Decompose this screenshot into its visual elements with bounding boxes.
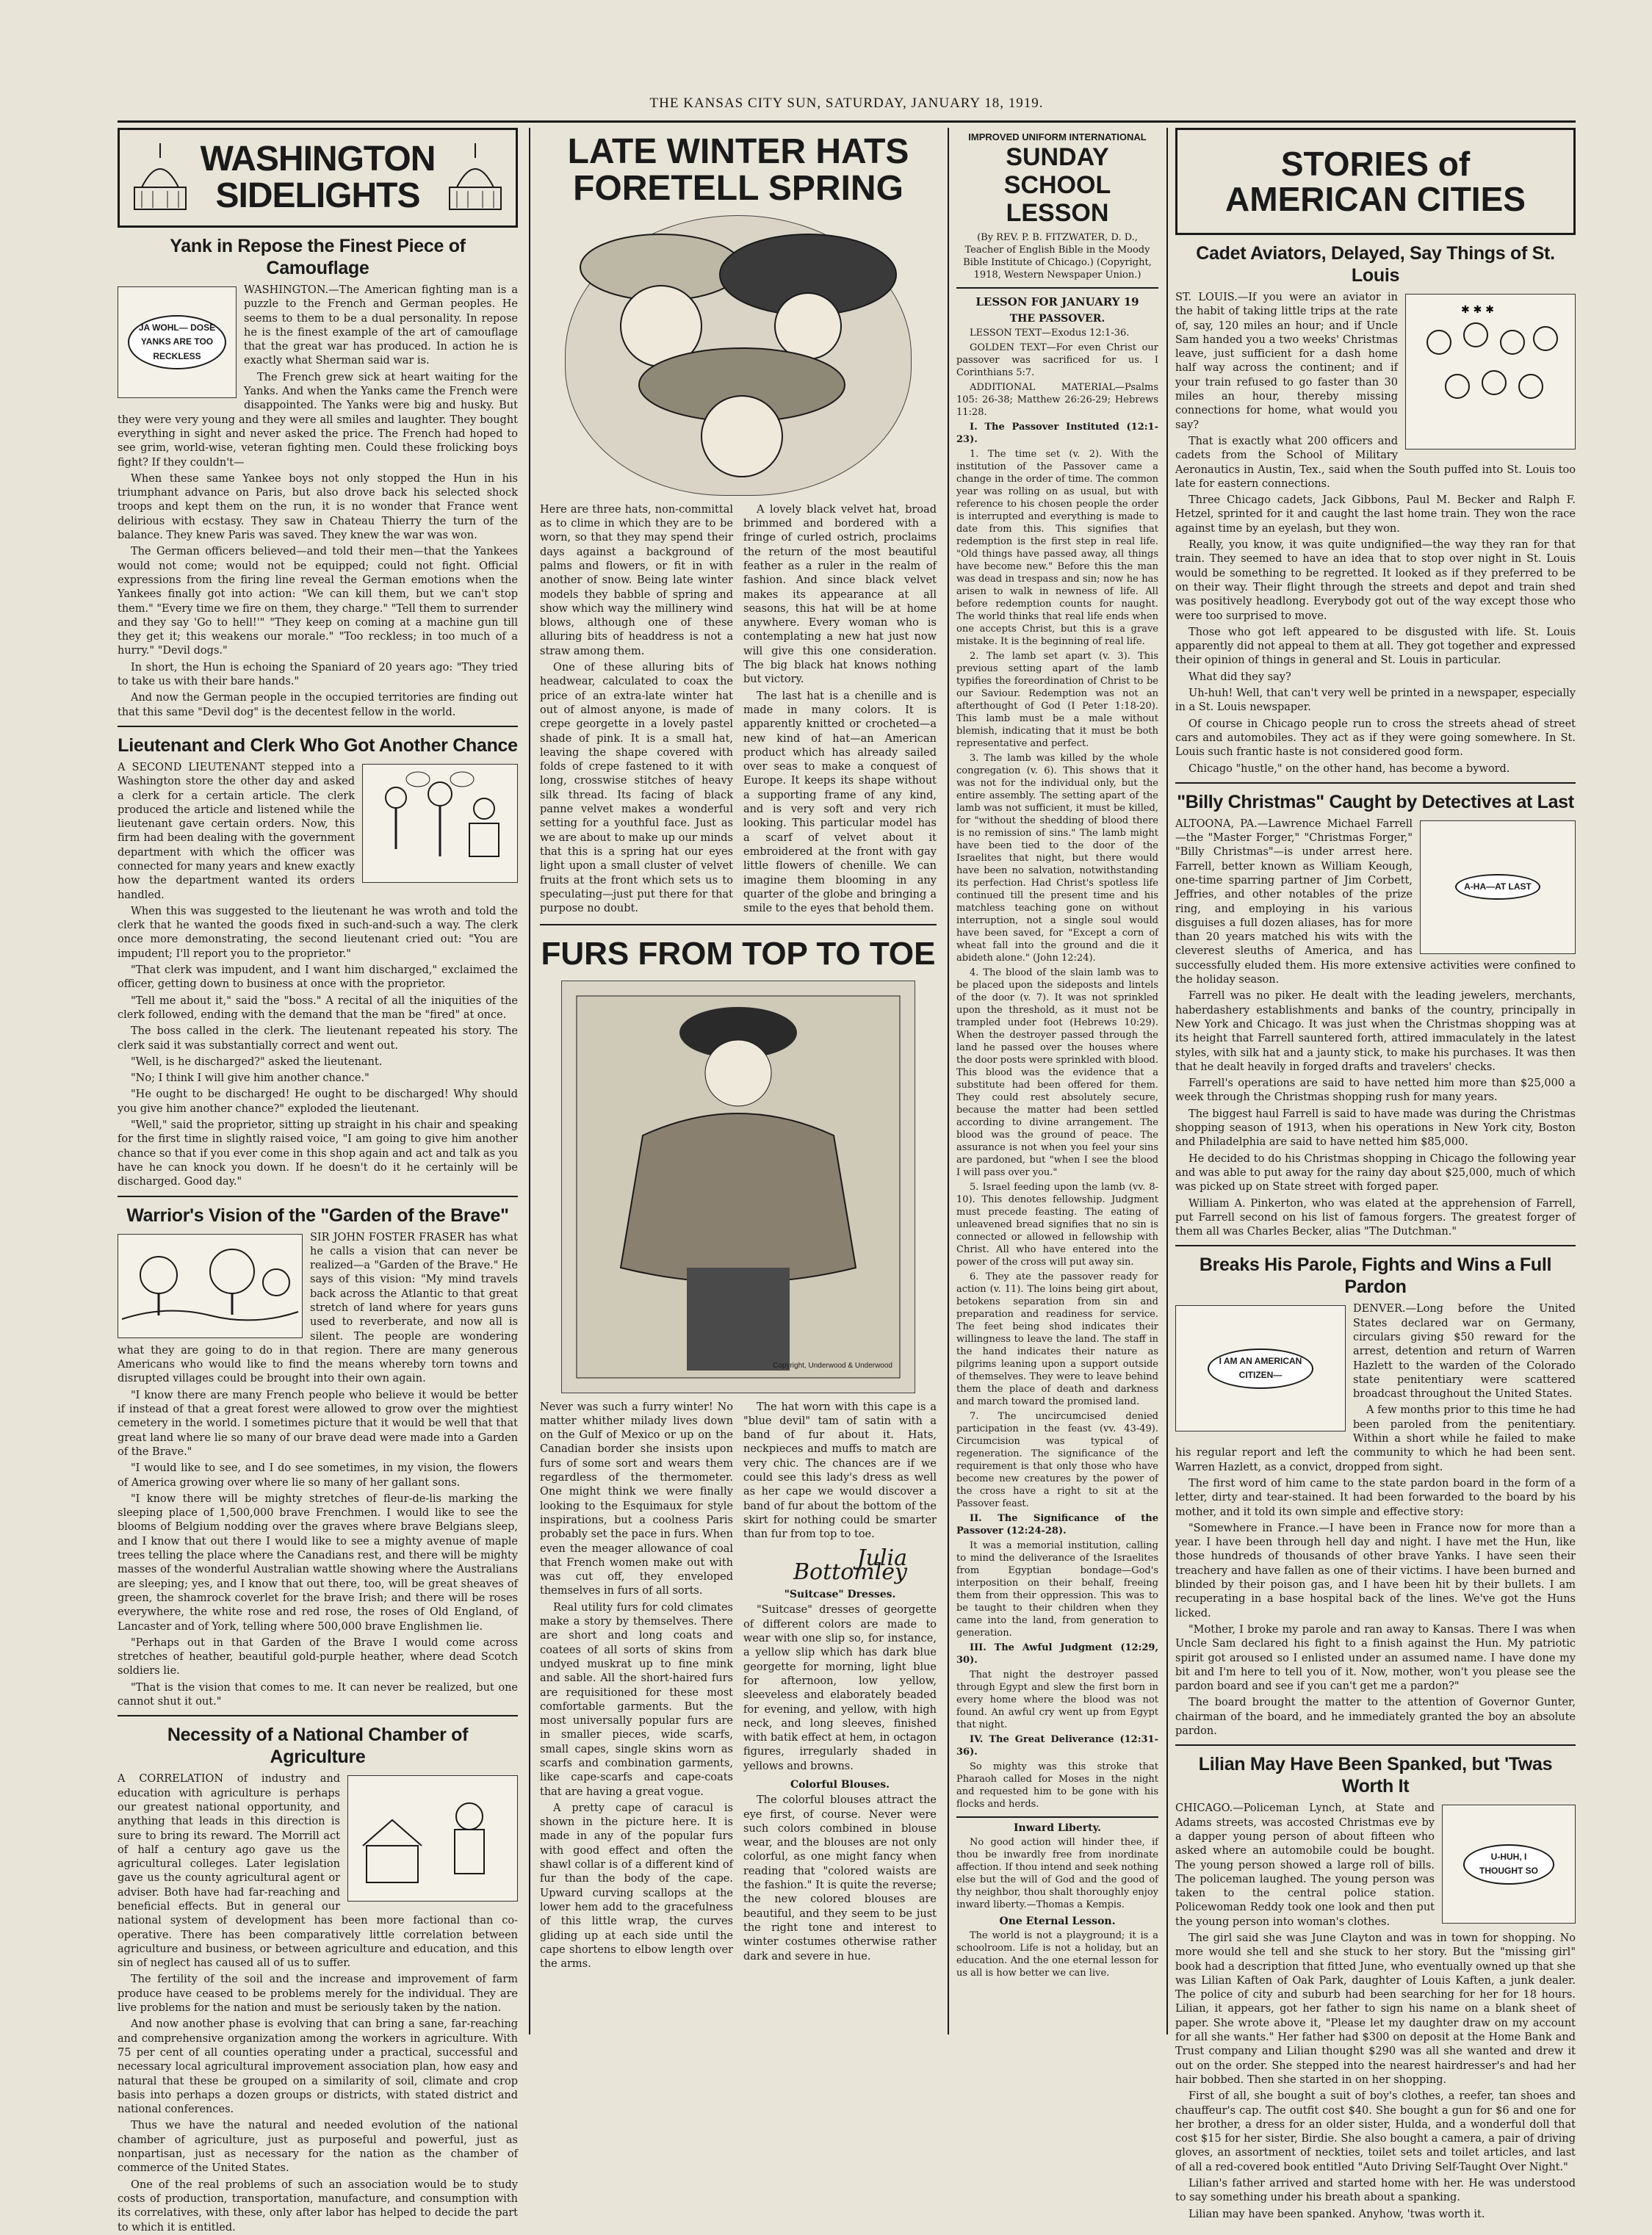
column-rule: [1166, 128, 1168, 2034]
trees-icon: [122, 1238, 298, 1334]
cartoon-soldier-pardon: [1175, 1305, 1346, 1431]
article-paragraph: The German officers believed—and told their men—that the Yankees would not come; would not be equipped; could not fight. Official expressions from the firing line reveal the German emotions when the Yankees finally got into action: "We can kill them, but we can't stop them." "Every time we fire on them, they charge." "Tell them to surrender and they say 'Go to hell!'" "They keep on coming at a machine gun till they get it; this weakens our morale." "Too reckless; in too much of a hurry." "Devil dogs.": [118, 546, 518, 657]
speech-bubble: JA WOHL— DOSE YANKS ARE TOO RECKLESS: [128, 315, 226, 369]
newspaper-page: [118, 95, 1576, 2234]
author-signature: Julia Bottomley: [793, 1545, 907, 1585]
article-paragraph: First of all, she bought a suit of boy's clothes, a reefer, tan shoes and chauffeur's cap. The outfit cost $40. She bought a gun for $6 and one for her brother, a dress for an older sister, Hulda, and a wonderful doll that cost $15 for her sister, Birdie. She also bought a camera, a pair of driving gloves, an assortment of neckties, toilet sets and toilet articles, and last of all a red-covered book entitled "Auto Driving Self-Taught Over Night.": [1175, 2090, 1576, 2173]
woman-in-fur-cape-icon: [562, 981, 915, 1393]
article-paragraph: 5. Israel feeding upon the lamb (vv. 8-10). This denotes fellowship. Judgment must precede feasting. The eating of unleavened bread signifies that no sin is connected or allowed in fellowship with Christ. All who have entered into the power of the cross will put away sin.: [956, 1182, 1158, 1268]
article-paragraph: It was a memorial institution, calling to mind the deliverance of the Israelites from Egyptian bondage—God's interposition on their behalf, freeing them from their oppression. This was to be taught to their children when they came into the land, from generation to generation.: [956, 1540, 1158, 1639]
article-paragraph: The last hat is a chenille and is made in many colors. It is apparently knitted or crocheted—a new kind of hat—an American product which has already sailed over seas to make a conquest of Europe. It keeps its shape without a supporting frame of any kind, and is very soft and very rich looking. This particular model has a scarf of velvet about it embroidered at the front with gay little flowers of chenille. We can imagine them blooming in any quarter of the globe and bringing a smile to the eyes that behold them.: [743, 690, 937, 915]
article-paragraph: And now the German people in the occupied territories are finding out that this same "Devil dog" is the decentest fellow in the world.: [118, 692, 518, 718]
cartoon-garden-landscape: [118, 1234, 303, 1338]
article-paragraph: Never was such a furry winter! No matter whither milady lives down on the Gulf of Mexico or up on the Canadian border she insists upon furs of some sort and wears them regardless of the thermometer. One might think we were finally looking to the Esquimaux for style inspirations, but a coolness Paris probably set the pace in furs. When even the meager allowance of coal that French women make out with was cut off, they enveloped themselves in furs of all sorts.: [540, 1401, 733, 1597]
article-paragraph: "That clerk was impudent, and I want him discharged," exclaimed the officer, getting down to business at once with the proprietor.: [118, 964, 518, 991]
furs-photo: [561, 981, 915, 1393]
article-paragraph: 1. The time set (v. 2). With the institution of the Passover came a change in the order of time. The common year was rolling on as usual, but with reference to his chosen people the order is interrupted and everything is made to date from this. This signifies that redemption is the first step in real life. "Old things have passed away, all things have become new." Before this the man was dead in trespass and sin; now he has arisen to walk in newness of life. All before redemption counts for naught. The world thinks that real life ends when one accepts Christ, but this is a grave mistake. It is the beginning of real life.: [956, 449, 1158, 647]
stories-banner: [1175, 128, 1576, 235]
article-paragraph: 6. They ate the passover ready for action (v. 11). The loins being girt about, betokens separation from sin and preparation and readiness for service. The feet being shod indicates their willingness to leave the land. The staff in the hand indicates their nature as pilgrims leaning upon a support outside of themselves. They were to leave behind them the place of death and darkness and march toward the promised land.: [956, 1271, 1158, 1407]
headline: Breaks His Parole, Fights and Wins a Full Pardon: [1199, 1254, 1552, 1298]
article-paragraph: "I know there are many French people who believe it would be better if instead of that a great forest were allowed to grow over the mightiest cemetery in the world. I sometimes picture that it would be well that that great land where lie so many of our brave dead were made into a Garden of the Brave.": [118, 1389, 518, 1458]
article-paragraph: One of the real problems of such an association would be to study costs of production, transportation, manufacture, and consumption with its correlatives, with these, only after labor has helped to decide the part to which it is entitled.: [118, 2178, 518, 2234]
speech-bubble: I AM AN AMERICAN CITIZEN—: [1208, 1348, 1313, 1389]
article-paragraph: "No; I think I will give him another chance.": [131, 1072, 369, 1085]
article-paragraph: And now another phase is evolving that can bring a sane, far-reaching and comprehensive organization among the workers in agriculture. With 75 per cent of all counties operating under a practical, successful and necessary local agricultural improvement association plan, how easy and natural that these be grouped on a similarity of soil, climate and crop basis into perhaps a dozen groups or districts, with stated district and national conferences.: [118, 2018, 518, 2116]
hats-illustration: [565, 215, 912, 496]
article-paragraph: Lilian's father arrived and started home with her. He was understood to say something under his breath about a spanking.: [1175, 2178, 1576, 2204]
speech-bubble: U-HUH, I THOUGHT SO: [1463, 1844, 1554, 1885]
fashion-title-line1: LATE WINTER HATS: [567, 132, 909, 171]
subhead: "Suitcase" Dresses.: [784, 1589, 896, 1601]
capitol-dome-icon: [127, 136, 193, 217]
article-paragraph: The fertility of the soil and the increase and improvement of farm produce have ceased to be problems merely for the individual. They are live problems for the nation and must be seriously taken by the nation.: [118, 1974, 518, 2015]
subhead: Colorful Blouses.: [790, 1779, 890, 1791]
divider: [1175, 782, 1576, 784]
cartoon-german-soldier: [118, 286, 237, 398]
crowd-of-cadets-icon: [1410, 298, 1571, 445]
divider: [1175, 1744, 1576, 1746]
article-paragraph: The girl said she was June Clayton and was in town for shopping. No more would she tell and she stuck to her story. But the "missing girl" book had a description that fitted June, who eventually owned up that she was Lilian Kaften of Oak Park, daughter of Louis Kaften, a junk dealer. The police of city and suburb had been searching for her for 18 hours. Lilian, it appears, got her father to sign his name on a blank sheet of paper. She wrote above it, "Please let my daughter draw on my account for all she wants." Her father had $300 on deposit at the Home Bank and Trust company and Lilian thought $290 was all she wanted and drew it out on the order. She stepped into the nearest hairdresser's and had her hair bobbed. Then she started in on her shopping.: [1175, 1932, 1576, 2086]
headline: "Billy Christmas" Caught by Detectives at Last: [1177, 791, 1574, 812]
headline: Yank in Repose the Finest Piece of Camouflage: [170, 236, 466, 278]
article-paragraph: Thus we have the natural and needed evolution of the national chamber of agriculture, just as purposeful and powerful, just as nonpartisan, just as necessary for the nation as the chamber of commerce of the United States.: [118, 2120, 518, 2175]
article-paragraph: A SECOND LIEUTENANT stepped into a Washington store the other day and asked a clerk for a certain article. The clerk produced the article and listened while the lieutenant gave certain orders. Now, this firm had been dealing with the government department with which the officer was connected for many years and knew exactly how the department wanted its orders handled.: [118, 761, 355, 901]
article-paragraph: Real utility furs for cold climates make a story by themselves. There are short and long coats and coatees of all sorts of skins from undyed muskrat up to fine mink and sable. All the short-haired furs are requisitioned for these most comfortable garments. But the most universally popular furs are in smaller pieces, wide scarfs, small capes, single skins worn as scarfs and combination garments, like cape-scarfs and cape-coats that are having a great vogue.: [540, 1601, 733, 1798]
article-paragraph: ALTOONA, PA.—Lawrence Michael Farrell—the "Master Forger," "Christmas Forger," "Billy Christmas"—is under arrest here. Farrell, better known as William Keough, one-time sparring partner of Jim Corbett, Jeffries, and other notables of the prize ring, and employing in his various disguises a full dozen aliases, has for more than 20 years matched his wits with the cleverest sleuths of America, and has successfully eluded them. His more extensive activities were confined to the holiday season.: [1175, 817, 1576, 986]
article-paragraph: The boss called in the clerk. The lieutenant repeated his story. The clerk said it was substantially correct and went out.: [118, 1025, 518, 1052]
headline: Lilian May Have Been Spanked, but 'Twas Worth It: [1198, 1754, 1553, 1797]
article-paragraph: "Well, is he discharged?" asked the lieutenant.: [131, 1055, 383, 1068]
fashion-title-line2: FORETELL SPRING: [573, 169, 903, 209]
article-paragraph: Uh-huh! Well, that can't very well be printed in a newspaper, especially in a St. Louis newspaper.: [1175, 687, 1576, 714]
cartoon-clerk-lieutenant: [362, 764, 518, 883]
article-paragraph: The French grew sick at heart waiting for the Yanks. And when the Yanks came the French were disappointed. The Yanks were big and husky. But they were very young and they were all smiles and laughter. They bought everything in sight and never asked the price. The French had hoped to see grim, world-wise, veteran fighting men. Could these frolicking boys fight? If they couldn't—: [118, 371, 518, 469]
divider: [118, 1715, 518, 1716]
article-paragraph: "He ought to be discharged! He ought to be discharged! Why should you give him another chance?" exploded the lieutenant.: [118, 1088, 518, 1115]
washington-sidelights-banner: [118, 128, 518, 228]
article-paragraph: Farrell's operations are said to have netted him more than $25,000 a week through the Christmas shopping rush for many years.: [1175, 1077, 1576, 1104]
article-paragraph: 3. The lamb was killed by the whole congregation (v. 6). This shows that it was not for the individual only, but the entire assembly. The setting apart of the lamb was not sufficient, it must be killed, for "without the shedding of blood there is no remission of sins." The lamb might have been tied to the door of the Israelites that night, but there would have been no salvation, notwithstanding its perfection. Had Christ's spotless life continued till the present time and his matchless teaching gone on without interruption, not a single soul would have been saved, for "Except a corn of wheat fall into the ground and die it abideth alone." (John 12:24).: [956, 753, 1158, 964]
article-paragraph: WASHINGTON.—The American fighting man is a puzzle to the French and German peoples. He seems to them to be a dual personality. In repose he is the finest example of the art of camouflage that the great war has produced. In action he is exactly what Sherman said war is.: [244, 284, 518, 367]
article-paragraph: So mighty was this stroke that Pharaoh called for Moses in the night and requested him to be gone with his flocks and herds.: [956, 1761, 1158, 1810]
golden-text: GOLDEN TEXT—For even Christ our passover was sacrificed for us. I Corinthians 5:7.: [956, 342, 1158, 378]
divider: [118, 1196, 518, 1197]
article-paragraph: A few months prior to this time he had been paroled from the penitentiary. Within a short while he failed to make his regular report and left the community to which he had been sent. Warren Hazlett, as a convict, dropped from sight.: [1175, 1404, 1576, 1473]
article-paragraph: "Mother, I broke my parole and ran away to Kansas. There I was when Uncle Sam declared his fight to a finish against the Hun. My patriotic spirit got aroused so I enlisted under an assumed name. I have done my bit and I'm here to tell you of it. Now, mother, won't you please see the pardon board and see if you can't get me a pardon?": [1175, 1623, 1576, 1693]
banner-top: IMPROVED UNIFORM INTERNATIONAL: [968, 131, 1147, 142]
subhead: Inward Liberty.: [1014, 1822, 1101, 1834]
divider: [956, 1816, 1158, 1818]
dateline: THE KANSAS CITY SUN, SATURDAY, JANUARY 18, 1919.: [649, 95, 1044, 111]
article-paragraph: "Suitcase" dresses of georgette of different colors are made to wear with one slip so, for instance, a yellow slip which has dark blue georgette for morning, light blue for afternoon, low yellow, sleeveless and elaborately beaded for evening, and yellow, with high neck, and long sleeves, finished with batik effect at hem, in octagon figures, irregularly shaded in yellows and browns.: [743, 1604, 937, 1772]
article-paragraph: When this was suggested to the lieutenant he was wroth and told the clerk that he wanted the goods fixed in such-and-such a way. The clerk once more demonstrating, the second lieutenant cried out: "You are impudent; I'll report you to the proprietor.": [118, 905, 518, 960]
photo-credit: Copyright, Underwood & Underwood: [773, 1362, 892, 1371]
article-paragraph: Chicago "hustle," on the other hand, has become a byword.: [1188, 762, 1510, 775]
article-paragraph: "I would like to see, and I do see sometimes, in my vision, the flowers of America growing over where lie so many of her gallant sons.: [118, 1462, 518, 1489]
svg-text:✱ ✱ ✱: ✱ ✱ ✱: [1461, 304, 1494, 316]
column-washington: [118, 128, 518, 2234]
article-paragraph: Those who got left appeared to be disgusted with life. St. Louis apparently did not appeal to them at all. They got together and expressed their opinion of things in general and St. Louis in particular.: [1175, 626, 1576, 667]
article-paragraph: The hat worn with this cape is a "blue devil" tam of satin with a band of fur about it. Hats, neckpieces and muffs to match are very chic. The chances are if we could see this lady's dress as well as her cape we would discover a band of fur about the bottom of the skirt for nothing could be smarter than fur from top to toe.: [743, 1401, 937, 1541]
capitol-dome-icon: [442, 136, 508, 217]
article-paragraph: 7. The uncircumcised denied participation in the feast (vv. 43-49). Circumcision was typical of regeneration. The significance of the requirement is that only those who have become new creatures by the power of the cross have a right to sit at the Passover feast.: [956, 1411, 1158, 1509]
cartoon-figures-icon: [367, 768, 513, 878]
divider: [956, 287, 1158, 289]
article-paragraph: One of these alluring bits of headwear, calculated to coax the price of an extra-late winter hat out of almost anyone, is made of crepe georgette in a lovely pastel shade of pink. It is a small hat, leaving the shape covered with folds of crepe fastened to it with long, crosswise stitches of heavy silk thread. Its facing of black panne velvet makes a wonderful setting for a youthful face. Just as we are about to make up our minds that this is a spring hat our eyes light upon a small cluster of velvet fruits at the front which sets us to speculating—just put there for that purpose no doubt.: [540, 662, 733, 915]
article-paragraph: CHICAGO.—Policeman Lynch, at State and Adams streets, was accosted Christmas eve by a dapper young person of about fifteen who asked where an automobile could be bought. The young person showed a large roll of bills. The policeman laughed. The young person was taken to the central police station. Policewoman Reddy took one look and then put the young person into woman's clothes.: [1175, 1802, 1435, 1928]
headline: Warrior's Vision of the "Garden of the Brave": [126, 1205, 509, 1226]
article-paragraph: A lovely black velvet hat, broad brimmed and bordered with a fringe of curled ostrich, proclaims the return of the most beautiful feather as a ruler in the realm of fashion. And since black velvet makes its appearance at all seasons, this hat will be at home anywhere. Every woman who is contemplating a new hat just now will give this one consideration. The big black hat knows nothing but victory.: [743, 503, 937, 686]
section-head: I. The Passover Instituted (12:1-23).: [956, 422, 1158, 445]
headline: Necessity of a National Chamber of Agriculture: [167, 1725, 469, 1768]
article-paragraph: "I know there will be mighty stretches of fleur-de-lis marking the sleeping place of 1,500,000 brave Frenchmen. I would like to see the blooms of Belgium nodding over the graves where brave Belgians sleep, and I know that out there I would like to see a mighty avenue of maple trees telling the place where the Canadians rest, and there will be mighty masses of the wonderful Australian wattle showing where the Australians are sleeping; yes, and I know that out there, too, will be great sheaves of green, the shamrock coverlet for the brave Irish; and there will be roses everywhere, the white rose and red rose, the roses of Old England, of Lancaster and of York, telling where 500,000 brave Englishmen lie.: [118, 1492, 518, 1633]
lesson-date: LESSON FOR JANUARY 19: [975, 295, 1139, 308]
article-paragraph: Of course in Chicago people run to cross the streets ahead of street cars and automobiles. They act as if they were going somewhere. In St. Louis such frantic haste is not considered good form.: [1175, 718, 1576, 759]
article-paragraph: He decided to do his Christmas shopping in Chicago the following year and was able to put away for the rainy day about $25,000, much of which was picked up on State street with forged paper.: [1175, 1152, 1576, 1194]
article-paragraph: What did they say?: [1188, 671, 1291, 683]
article-paragraph: "Tell me about it," said the "boss." A recital of all the iniquities of the clerk followed, ending with the demand that the man be "fired" at once.: [118, 994, 518, 1021]
article-paragraph: Lilian may have been spanked. Anyhow, 'twas worth it.: [1188, 2208, 1485, 2220]
article-paragraph: Farrell was no piker. He dealt with the leading jewelers, merchants, haberdashery establishments and banks of the country, principally in New York and Chicago. It was just when the Christmas shopping was at its height that Farrell sauntered forth, attired immaculately in the latest styles, with silk hat and a jaunty stick, to make his purchases. It was then that he dealt heavily in forged drafts and travelers' checks.: [1175, 990, 1576, 1073]
article-paragraph: 2. The lamb set apart (v. 3). This previous setting apart of the lamb typifies the foreordination of Christ to be our Saviour. Redemption was not an afterthought of God (I Peter 1:18-20). This lamb must be a male without blemish, indicating that it must be both representative and perfect.: [956, 651, 1158, 749]
article-paragraph: That is exactly what 200 officers and cadets from the School of Military Aeronautics in Austin, Tex., said when the South puffed into St. Louis too late for eastern connections.: [1175, 435, 1576, 490]
article-paragraph: "Somewhere in France.—I have been in France now for more than a year. I have been through hell day and night. I have met the Hun, like those hundreds of thousands of other brave Yanks. I have seen their treachery and have fallen as one of their victims. I have been burned and blinded by their poison gas, and I have been hit by their bullets. I am recuperating in a base hospital back of the lines. We've got the Huns licked.: [1175, 1522, 1576, 1620]
furs-title: FURS FROM TOP TO TOE: [541, 936, 936, 972]
article-paragraph: SIR JOHN FOSTER FRASER has what he calls a vision that can never be realized—a "Garden of the Brave." He says of this vision: "My mind travels back across the Atlantic to that great stretch of land where for years guns used to reverberate, and now all is silent. The people are wondering what they are going to do in that region. There are many generous Americans who would like to find the means whereby torn towns and disrupted villages could be brought into their own again.: [118, 1231, 518, 1385]
column-rule: [529, 128, 530, 2034]
hats-models-icon: [566, 216, 911, 495]
article-paragraph: William A. Pinkerton, who was elated at the apprehension of Farrell, put Farrell second on his list of famous forgers. The greatest forger of them all was Charles Becker, alias "The Dutchman.": [1175, 1197, 1576, 1238]
lesson-text: LESSON TEXT—Exodus 12:1-36.: [970, 328, 1130, 339]
article-paragraph: In short, the Hun is echoing the Spaniard of 20 years ago: "They tried to take us with their bare hands.": [118, 661, 518, 688]
section-head: IV. The Great Deliverance (12:31-36).: [956, 1734, 1158, 1758]
article-paragraph: "Well," said the proprietor, sitting up straight in his chair and speaking for the first time in slightly raised voice, "I am going to give him another chance so that if you ever come in this shop again and act and talk as you have he can knock you down. If he doesn't do it he certainly will be discharged. Good day.": [118, 1119, 518, 1188]
sunday-school-title: SUNDAY SCHOOL: [1003, 143, 1111, 199]
column-cities: [1175, 128, 1576, 2220]
article-paragraph: The colorful blouses attract the eye first, of course. Never were such colors combined in blouse wear, and the blouses are not only colorful, as one might fancy when reading that "colored waists are the fashion." It is quite the reverse; the new colored blouses are beautiful, and they seem to be just the right tone and interest to winter costumes otherwise rather dark and severe in hue.: [743, 1794, 937, 1963]
article-paragraph: Here are three hats, non-committal as to clime in which they are to be worn, so that they may spend their days against a background of palms and flowers, or fit in with another of snow. Being late winter models they babble of spring and show which way the millinery wind blows, although one of these alluring bits of headdress is not a straw among them.: [540, 503, 733, 657]
divider: [540, 924, 937, 925]
article-paragraph: The world is not a playground; it is a schoolroom. Life is not a holiday, but an education. And the one eternal lesson for us all is how better we can live.: [956, 1930, 1158, 1979]
banner-line1: STORIES of: [1280, 144, 1471, 183]
column-rule: [948, 128, 949, 2034]
column-sunday-school: [956, 128, 1158, 2034]
article-paragraph: DENVER.—Long before the United States declared war on Germany, circulars giving $50 reward for the arrest, detention and return of Warren Hazlett to the warden of the Colorado state penitentiary were scattered broadcast throughout the United States.: [1353, 1303, 1576, 1401]
article-paragraph: "That is the vision that comes to me. It can never be realized, but one cannot shut it out.": [118, 1681, 518, 1708]
cartoon-girl-shopper: [1442, 1805, 1576, 1924]
cartoon-detective: [1420, 820, 1576, 954]
article-paragraph: "Perhaps out in that Garden of the Brave I would come across stretches of heather, beautiful gold-purple heather, where dead Scotch soldiers lie.: [118, 1636, 518, 1678]
article-paragraph: ST. LOUIS.—If you were an aviator in the habit of taking little trips at the rate of, say, 120 miles an hour; and if Uncle Sam handed you a two weeks' Christmas leave, just sufficient for a dash home half way across the continent; and if your train refused to go faster than 30 miles an hour, thereby missing connections for home, what would you say?: [1175, 292, 1398, 431]
speech-bubble: A-HA—AT LAST: [1455, 874, 1540, 900]
additional-material: ADDITIONAL MATERIAL—Psalms 105: 26-38; Matthew 26:26-29; Hebrews 11:28.: [956, 382, 1158, 418]
article-paragraph: A CORRELATION of industry and education with agriculture is perhaps our greatest national opportunity, and anything that leads in this direction is sure to bring its reward. The Morrill act of half a century ago gave us the agricultural colleges. Later legislation gave us the county agricultural agent or adviser. Both have had far-reaching and beneficial effects. But in general our national system of development has been more factional than co-operative. There has been comparatively little correlation between agriculture and business, or between agriculture and education, and this sin of neglect has caused all of us to suffer.: [118, 1773, 518, 1970]
section-head: III. The Awful Judgment (12:29, 30).: [956, 1642, 1158, 1666]
article-paragraph: A pretty cape of caracul is shown in the picture here. It is made in any of the popular furs with good effect and often the shawl collar is of a different kind of fur than the body of the cape. Upward curving scallops at the lower hem add to the gracefulness of this little wrap, the curves gliding up at each side until the cape shortens to elbow length over the arms.: [540, 1802, 733, 1971]
article-paragraph: 4. The blood of the slain lamb was to be placed upon the sideposts and lintels of the door (v. 7). It was not sprinkled upon the threshold, as it must not be trampled under foot (Hebrews 10:29). When the destroyer passed through the land he passed over the houses where the door posts were sprinkled with blood. This blood was the evidence that a substitute had been offered for them. They could rest absolutely secure, because the matter had been settled according to divine arrangement. The blood was the ground of peace. The assurance is not when you feel your sins are pardoned, but "when I see the blood I will pass over you.": [956, 967, 1158, 1178]
column-fashion: [540, 128, 937, 2034]
cartoon-aviators: [1405, 294, 1576, 449]
divider: [118, 726, 518, 727]
byline: (By REV. P. B. FITZWATER, D. D., Teacher of English Bible in the Moody Bible Institute of Chicago.) (Copyright, 1918, Western Newspaper Union.): [963, 232, 1152, 281]
article-paragraph: When these same Yankee boys not only stopped the Hun in his triumphant advance on Paris, but also drove back his selected shock troops and kept them on the run, it is no wonder that France went delirious with ecstasy. They saw in Chateau Thierry the turn of the balance. They knew Paris was saved. They knew the war was won.: [118, 472, 518, 542]
article-paragraph: The board brought the matter to the attention of Governor Gunter, chairman of the board, and he immediately granted the boy an absolute pardon.: [1175, 1697, 1576, 1738]
lesson-title: LESSON: [1006, 199, 1109, 227]
banner-line2: AMERICAN CITIES: [1225, 180, 1526, 218]
farm-scene-icon: [352, 1780, 513, 1897]
banner-title: WASHINGTON SIDELIGHTS: [200, 139, 436, 215]
article-paragraph: No good action will hinder thee, if thou be inwardly free from inordinate affection. If thou intend and seek nothing else but the will of God and the good of thy neighbor, thou shalt thoroughly enjoy inward liberty.—Thomas a Kempis.: [956, 1837, 1158, 1910]
article-paragraph: The biggest haul Farrell is said to have made was during the Christmas shopping season of 1913, when his operations in New York city, Boston and Philadelphia are said to have netted him $85,000.: [1175, 1108, 1576, 1149]
dateline-rule: [118, 120, 1576, 123]
article-paragraph: Really, you know, it was quite undignified—the way they ran for that train. They seemed to have an idea that to stop over night in St. Louis would be something to be regretted. It looked as if they preferred to be on their way. Their flight through the streets and depot and train shed was positively headlong. Everybody got out of the way except those who were too surprised to move.: [1175, 539, 1576, 622]
lesson-subject: THE PASSOVER.: [1009, 313, 1105, 325]
article-paragraph: The first word of him came to the state pardon board in the form of a letter, dirty and tear-stained. It had been forwarded to the board by his mother, and it told its own simple and effective story:: [1175, 1477, 1576, 1518]
headline: Cadet Aviators, Delayed, Say Things of St. Louis: [1196, 243, 1555, 286]
section-head: II. The Significance of the Passover (12:24-28).: [956, 1513, 1158, 1537]
article-paragraph: Three Chicago cadets, Jack Gibbons, Paul M. Becker and Ralph F. Hetzel, sprinted for it and caught the last home train. They won the race against time by an eyelash, but they won.: [1175, 494, 1576, 535]
divider: [1175, 1245, 1576, 1246]
headline: Lieutenant and Clerk Who Got Another Chance: [118, 734, 518, 756]
cartoon-agriculture: [347, 1775, 518, 1902]
article-paragraph: That night the destroyer passed through Egypt and slew the first born in every home where the blood was not found. An awful cry went up from Egypt that night.: [956, 1669, 1158, 1730]
subhead: One Eternal Lesson.: [999, 1916, 1116, 1927]
